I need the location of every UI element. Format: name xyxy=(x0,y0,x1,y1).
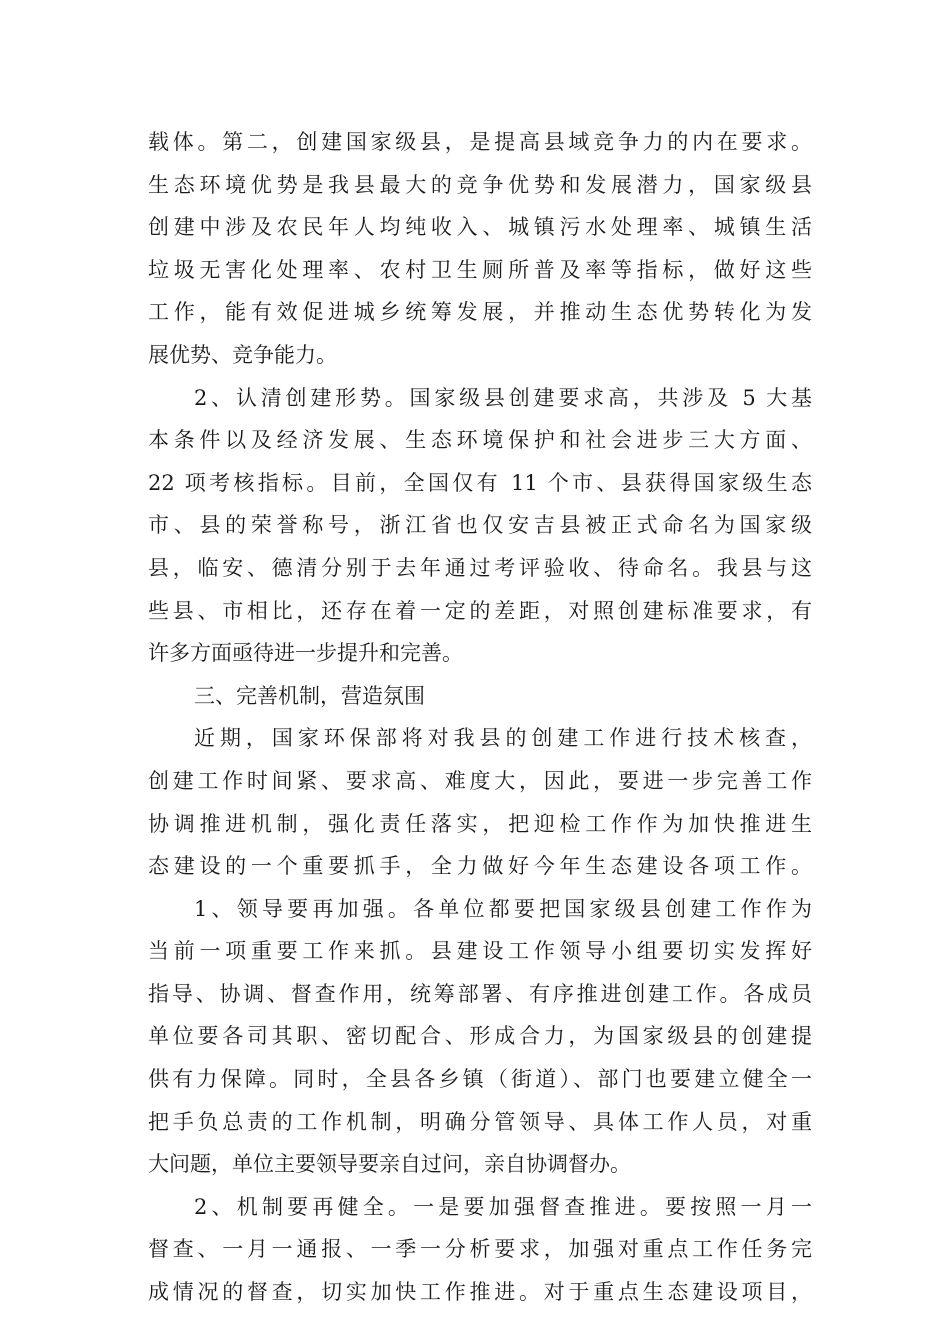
text-line: 创建工作时间紧、要求高、难度大，因此，要进一步完善工作 xyxy=(148,768,812,793)
text-line: 单位要各司其职、密切配合、形成合力，为国家级县的创建提 xyxy=(148,1024,812,1049)
text-line: 展优势、竞争能力。 xyxy=(148,342,337,367)
text-line: 大问题，单位主要领导要亲自过问，亲自协调督办。 xyxy=(148,1152,631,1177)
text-line: 创建中涉及农民年人均纯收入、城镇污水处理率、城镇生活 xyxy=(148,215,812,240)
document-body xyxy=(148,121,812,1314)
text-line: 22 项考核指标。目前，全国仅有 11 个市、县获得国家级生态 xyxy=(148,470,812,495)
text-line: 许多方面亟待进一步提升和完善。 xyxy=(148,641,463,666)
text-line: 生态环境优势是我县最大的竞争优势和发展潜力，国家级县 xyxy=(148,172,812,197)
text-line: 垃圾无害化处理率、农村卫生厕所普及率等指标，做好这些 xyxy=(148,257,812,282)
text-line: 载体。第二，创建国家级县，是提高县域竞争力的内在要求。 xyxy=(148,130,812,154)
text-line: 供有力保障。同时，全县各乡镇（街道）、部门也要建立健全一 xyxy=(148,1067,812,1092)
text-line: 近期，国家环保部将对我县的创建工作进行技术核查， xyxy=(194,726,812,751)
text-line: 协调推进机制，强化责任落实，把迎检工作作为加快推进生 xyxy=(148,811,812,836)
text-line: 些县、市相比，还存在着一定的差距，对照创建标准要求，有 xyxy=(148,598,812,623)
text-line: 市、县的荣誉称号，浙江省也仅安吉县被正式命名为国家级 xyxy=(148,513,812,538)
text-line: 成情况的督查，切实加快工作推进。对于重点生态建设项目， xyxy=(148,1280,812,1305)
text-line: 三、完善机制，营造氛围 xyxy=(194,683,425,708)
text-line: 2、认清创建形势。国家级县创建要求高，共涉及 5 大基 xyxy=(194,385,812,410)
text-line: 县，临安、德清分别于去年通过考评验收、待命名。我县与这 xyxy=(148,555,812,580)
text-line: 督查、一月一通报、一季一分析要求，加强对重点工作任务完 xyxy=(148,1237,812,1262)
text-line: 把手负总责的工作机制，明确分管领导、具体工作人员，对重 xyxy=(148,1109,812,1134)
text-line: 2、机制要再健全。一是要加强督查推进。要按照一月一 xyxy=(194,1194,812,1219)
text-line: 1、领导要再加强。各单位都要把国家级县创建工作作为 xyxy=(194,896,812,921)
text-line: 态建设的一个重要抓手，全力做好今年生态建设各项工作。 xyxy=(148,854,812,879)
text-line: 工作，能有效促进城乡统筹发展，并推动生态优势转化为发 xyxy=(148,300,812,325)
text-line: 本条件以及经济发展、生态环境保护和社会进步三大方面、 xyxy=(148,428,812,453)
text-line: 当前一项重要工作来抓。县建设工作领导小组要切实发挥好 xyxy=(148,939,812,964)
text-line: 指导、协调、督查作用，统筹部署、有序推进创建工作。各成员 xyxy=(148,981,812,1006)
